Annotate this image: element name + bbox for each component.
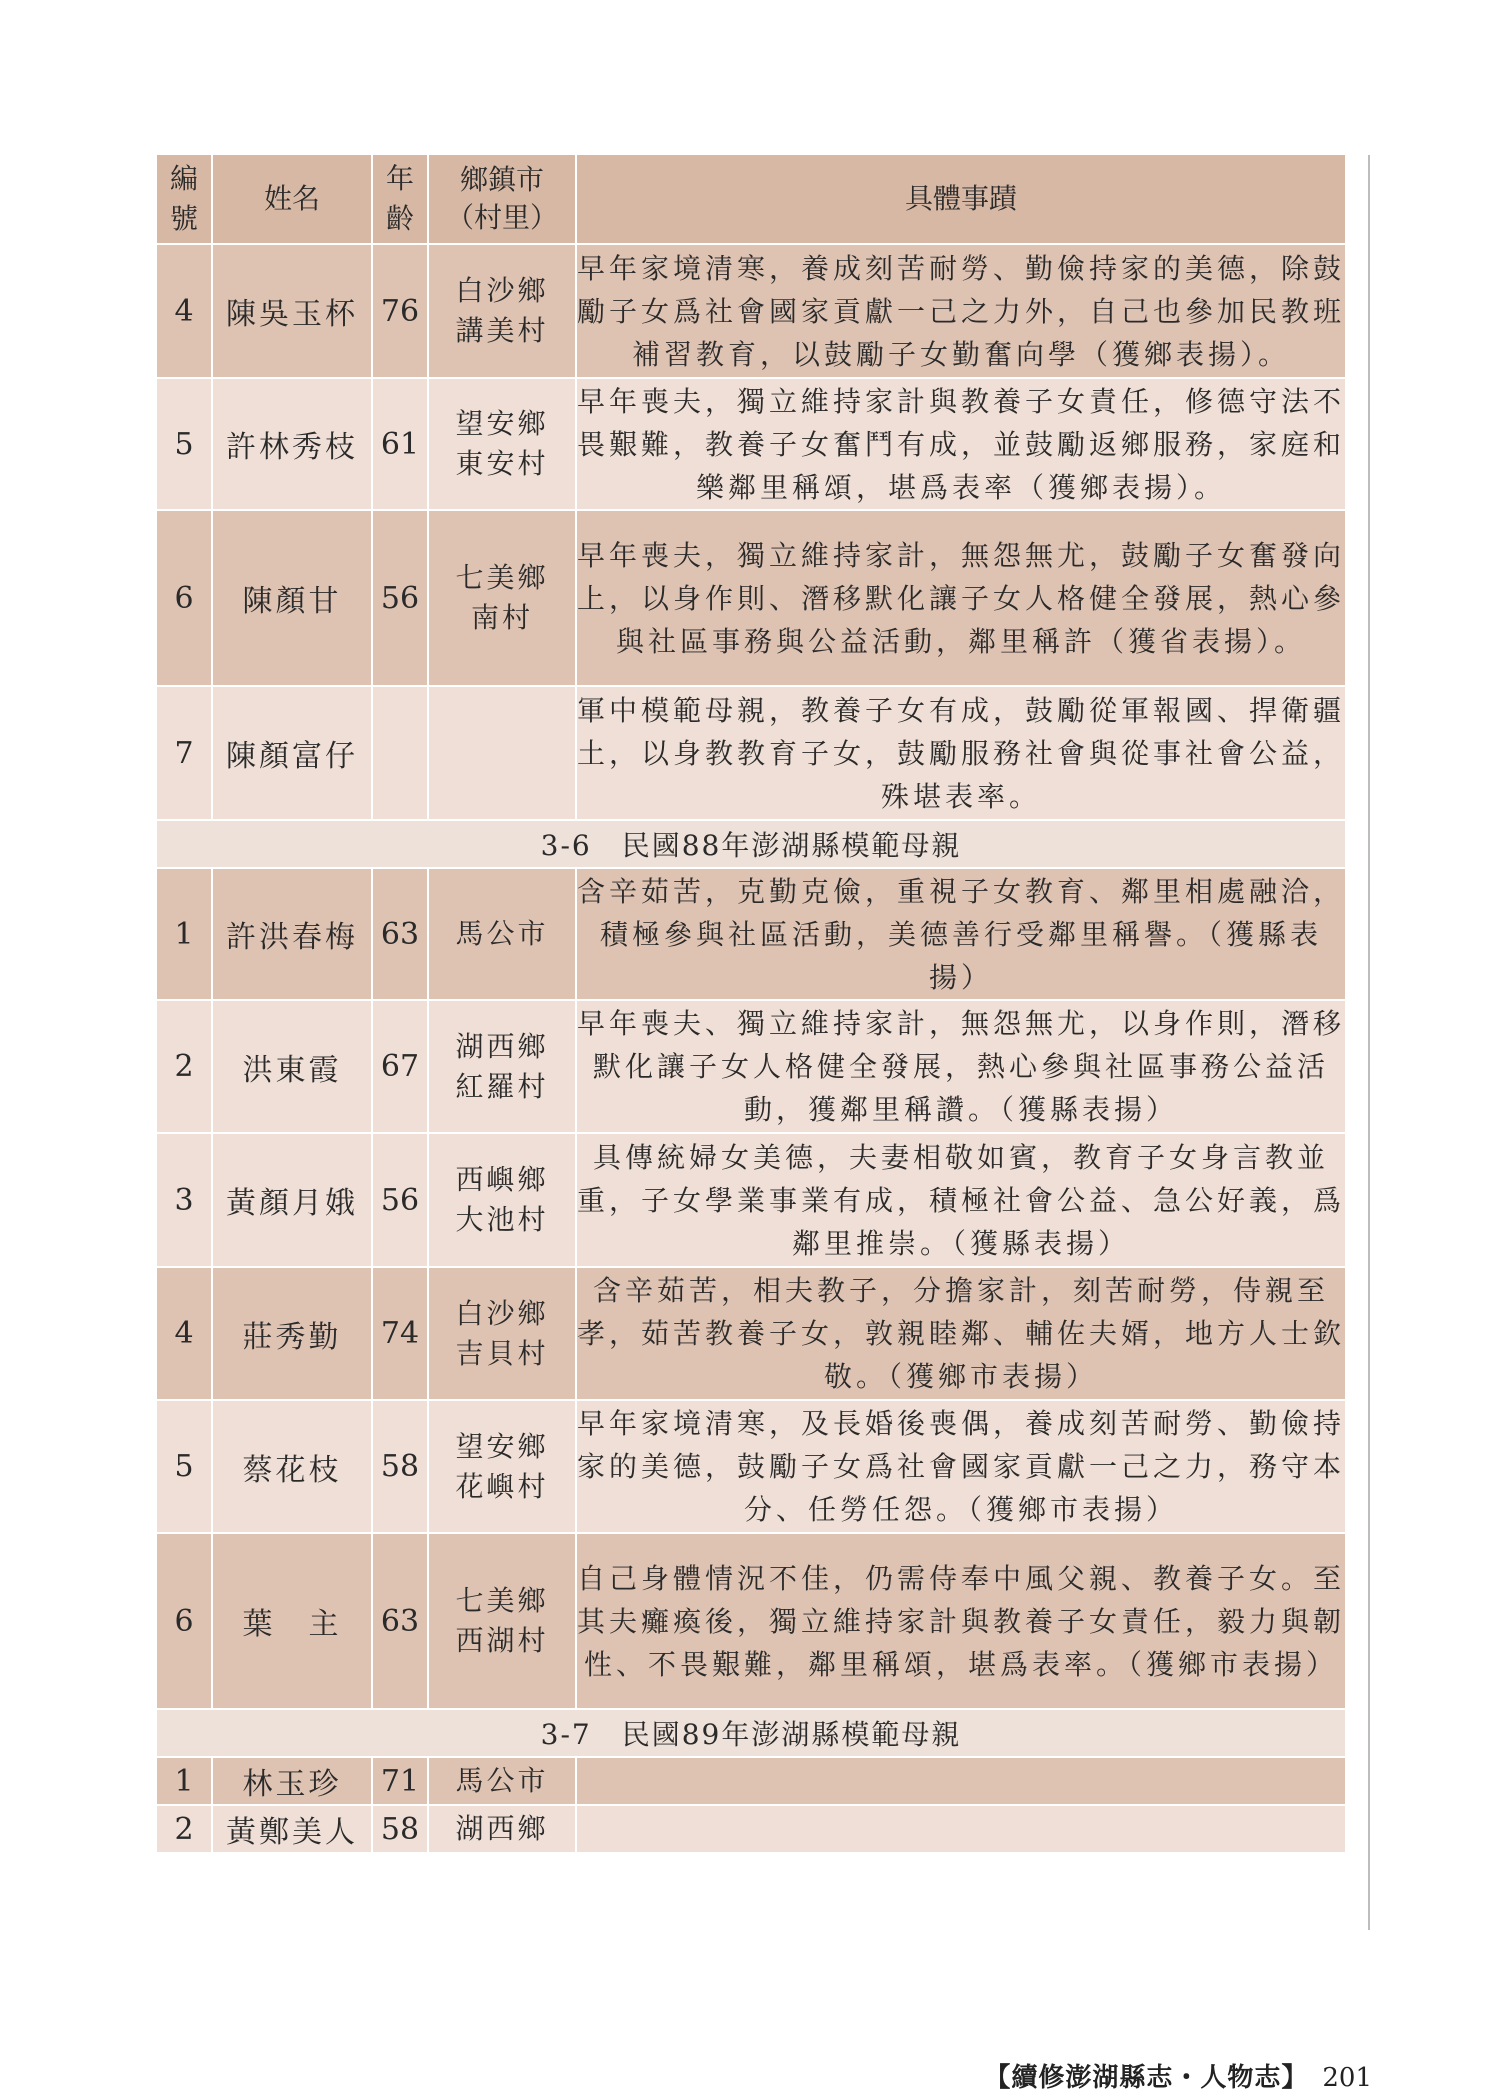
row-age: 71 <box>372 1757 428 1805</box>
row-deeds: 早年喪夫、獨立維持家計，無怨無尤，以身作則，潛移默化讓子女人格健全發展，熱心參與社區事務公益活動，獲鄰里稱讚。（獲縣表揚） <box>576 1000 1346 1133</box>
table-row <box>156 1533 1346 1709</box>
row-age: 56 <box>372 510 428 686</box>
table-row <box>156 868 1346 1000</box>
table-row <box>156 1267 1346 1400</box>
row-number: 6 <box>156 510 212 686</box>
table-row <box>156 378 1346 510</box>
header-township: 鄉鎮市（村里） <box>428 155 576 244</box>
row-deeds: 具傳統婦女美德，夫妻相敬如賓，教育子女身言教並重，子女學業事業有成，積極社會公益、急公好義，爲鄰里推崇。（獲縣表揚） <box>576 1133 1346 1267</box>
page-margin-rule <box>1368 155 1370 1930</box>
row-number: 2 <box>156 1805 212 1853</box>
row-number: 4 <box>156 1267 212 1400</box>
row-number: 5 <box>156 1400 212 1533</box>
header-name: 姓名 <box>212 155 372 244</box>
row-age: 74 <box>372 1267 428 1400</box>
row-number: 1 <box>156 868 212 1000</box>
table-row <box>156 510 1346 686</box>
row-age: 58 <box>372 1400 428 1533</box>
row-age: 67 <box>372 1000 428 1133</box>
row-number: 2 <box>156 1000 212 1133</box>
row-township: 七美鄉西湖村 <box>428 1533 576 1709</box>
row-name: 黃鄭美人 <box>212 1805 372 1853</box>
row-name: 許林秀枝 <box>212 378 372 510</box>
row-name: 蔡花枝 <box>212 1400 372 1533</box>
row-name: 林玉珍 <box>212 1757 372 1805</box>
row-deeds <box>576 1805 1346 1853</box>
table-row <box>156 1400 1346 1533</box>
row-deeds: 含辛茹苦，克勤克儉，重視子女教育、鄰里相處融洽，積極參與社區活動，美德善行受鄰里稱譽。（獲縣表揚） <box>576 868 1346 1000</box>
row-name: 葉 主 <box>212 1533 372 1709</box>
row-township: 白沙鄉吉貝村 <box>428 1267 576 1400</box>
row-number: 4 <box>156 244 212 378</box>
row-age: 76 <box>372 244 428 378</box>
row-township: 望安鄉花嶼村 <box>428 1400 576 1533</box>
model-mothers-table <box>155 155 1347 1854</box>
table-row <box>156 244 1346 378</box>
row-deeds: 含辛茹苦，相夫教子，分擔家計，刻苦耐勞，侍親至孝，茹苦教養子女，敦親睦鄰、輔佐夫婿，地方人士欽敬。（獲鄉市表揚） <box>576 1267 1346 1400</box>
table-row <box>156 1000 1346 1133</box>
section-heading-row <box>156 820 1346 868</box>
section-title-3-7: 3-7 民國89年澎湖縣模範母親 <box>156 1709 1346 1757</box>
row-age <box>372 686 428 820</box>
row-deeds: 早年喪夫，獨立維持家計，無怨無尤，鼓勵子女奮發向上，以身作則、潛移默化讓子女人格健全發展，熱心參與社區事務與公益活動，鄰里稱許（獲省表揚）。 <box>576 510 1346 686</box>
row-age: 58 <box>372 1805 428 1853</box>
table-row <box>156 1757 1346 1805</box>
row-township: 白沙鄉講美村 <box>428 244 576 378</box>
row-age: 61 <box>372 378 428 510</box>
row-name: 洪東霞 <box>212 1000 372 1133</box>
row-deeds: 早年家境清寒，養成刻苦耐勞、勤儉持家的美德，除鼓勵子女爲社會國家貢獻一己之力外，自己也參加民教班補習教育，以鼓勵子女勤奮向學（獲鄉表揚）。 <box>576 244 1346 378</box>
row-number: 1 <box>156 1757 212 1805</box>
page-number: 201 <box>1322 2063 1372 2093</box>
row-township: 湖西鄉 <box>428 1805 576 1853</box>
section-title-3-6: 3-6 民國88年澎湖縣模範母親 <box>156 820 1346 868</box>
row-deeds: 自己身體情況不佳，仍需侍奉中風父親、教養子女。至其夫癱瘓後，獨立維持家計與教養子女責任，毅力與韌性、不畏艱難，鄰里稱頌，堪爲表率。（獲鄉市表揚） <box>576 1533 1346 1709</box>
row-age: 63 <box>372 1533 428 1709</box>
row-township: 馬公市 <box>428 1757 576 1805</box>
table-row <box>156 1133 1346 1267</box>
row-age: 56 <box>372 1133 428 1267</box>
row-number: 3 <box>156 1133 212 1267</box>
row-township: 西嶼鄉大池村 <box>428 1133 576 1267</box>
page-footer <box>984 2057 1372 2094</box>
row-deeds: 早年家境清寒，及長婚後喪偶，養成刻苦耐勞、勤儉持家的美德，鼓勵子女爲社會國家貢獻一己之力，務守本分、任勞任怨。（獲鄉市表揚） <box>576 1400 1346 1533</box>
table-row <box>156 1805 1346 1853</box>
row-township: 七美鄉南村 <box>428 510 576 686</box>
row-township: 馬公市 <box>428 868 576 1000</box>
row-township <box>428 686 576 820</box>
row-number: 6 <box>156 1533 212 1709</box>
row-deeds <box>576 1757 1346 1805</box>
row-number: 7 <box>156 686 212 820</box>
header-age: 年齡 <box>372 155 428 244</box>
header-deeds: 具體事蹟 <box>576 155 1346 244</box>
header-number: 編號 <box>156 155 212 244</box>
row-name: 黃顏月娥 <box>212 1133 372 1267</box>
row-deeds: 軍中模範母親，教養子女有成，鼓勵從軍報國、捍衛疆土，以身教教育子女，鼓勵服務社會與從事社會公益，殊堪表率。 <box>576 686 1346 820</box>
row-township: 望安鄉東安村 <box>428 378 576 510</box>
row-name: 陳顏甘 <box>212 510 372 686</box>
row-deeds: 早年喪夫，獨立維持家計與教養子女責任，修德守法不畏艱難，教養子女奮鬥有成，並鼓勵返鄉服務，家庭和樂鄰里稱頌，堪爲表率（獲鄉表揚）。 <box>576 378 1346 510</box>
row-township: 湖西鄉紅羅村 <box>428 1000 576 1133</box>
row-name: 陳顏富仔 <box>212 686 372 820</box>
series-title: 【續修澎湖縣志・人物志】 <box>984 2063 1309 2093</box>
table-row <box>156 686 1346 820</box>
row-name: 莊秀勤 <box>212 1267 372 1400</box>
row-name: 陳吳玉杯 <box>212 244 372 378</box>
row-number: 5 <box>156 378 212 510</box>
row-name: 許洪春梅 <box>212 868 372 1000</box>
row-age: 63 <box>372 868 428 1000</box>
section-heading-row <box>156 1709 1346 1757</box>
table-header-row <box>156 155 1346 244</box>
